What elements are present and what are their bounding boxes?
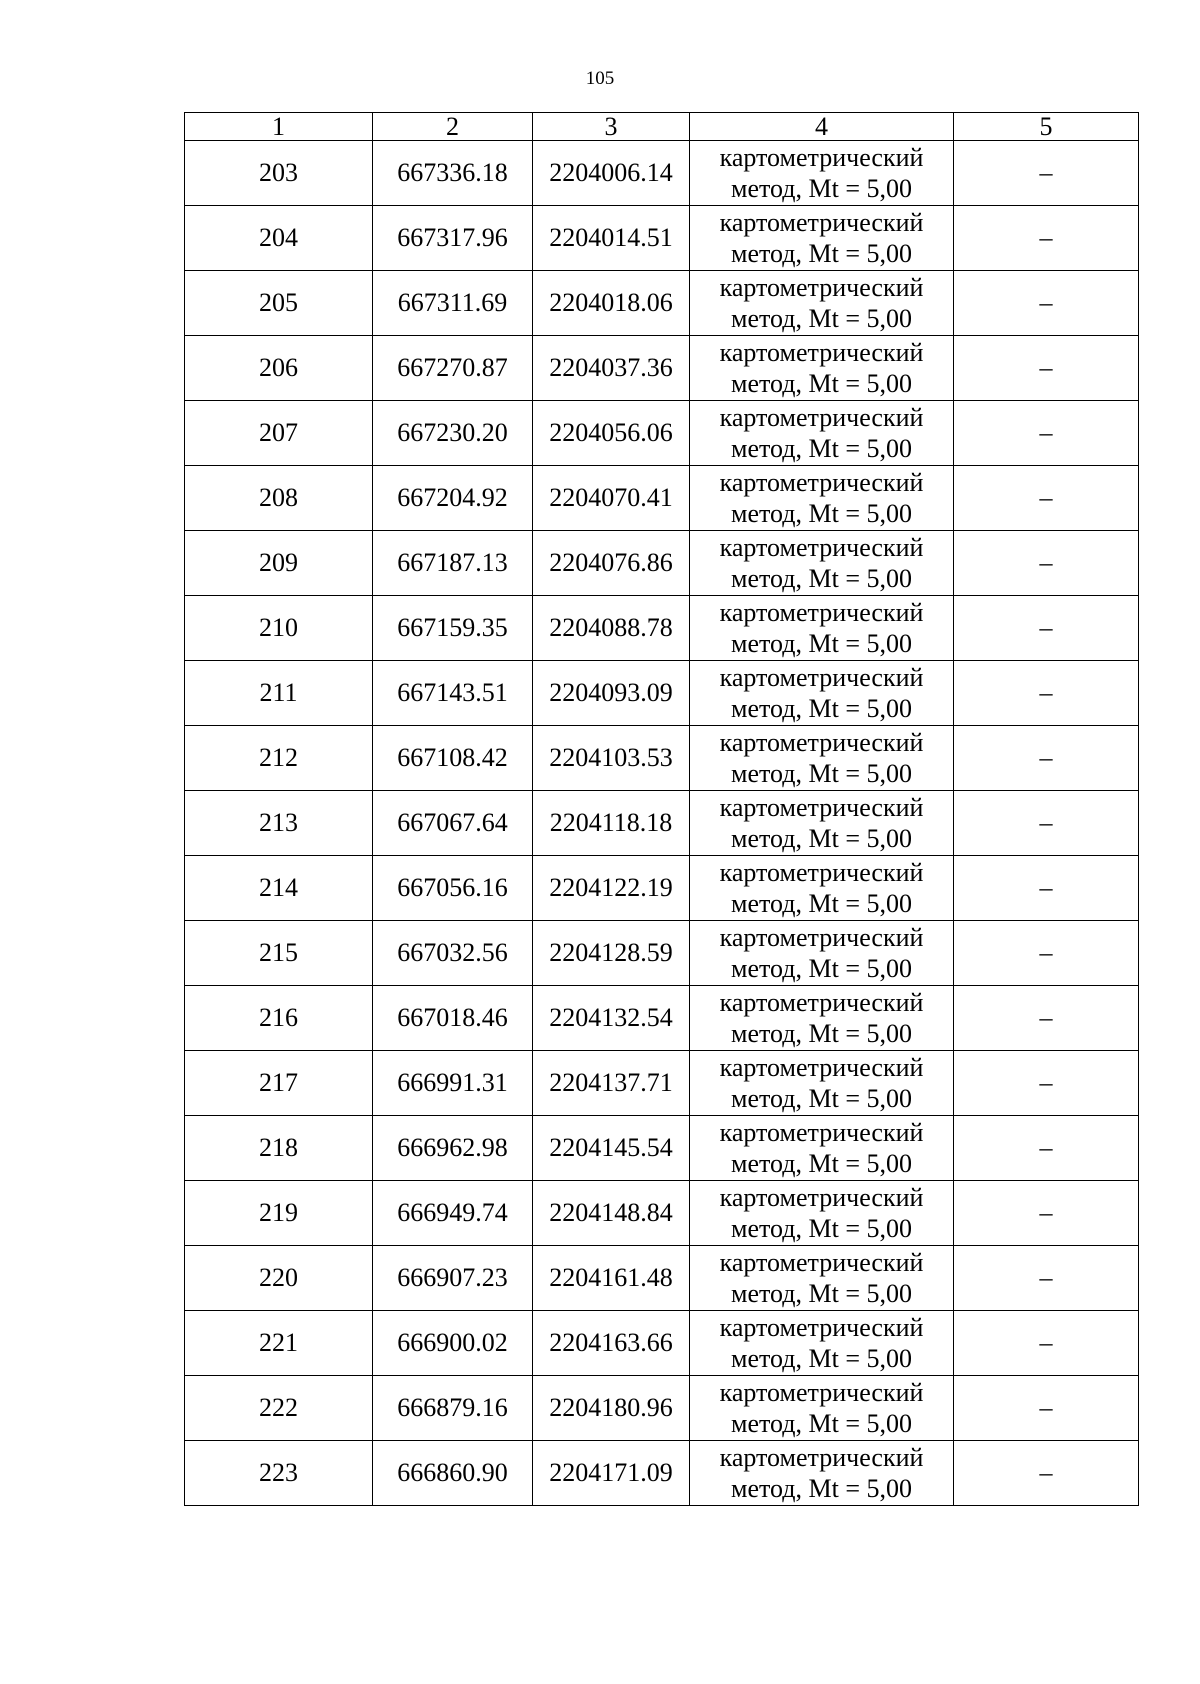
y-coordinate-cell: 2204161.48 — [533, 1246, 690, 1311]
point-number-cell: 205 — [185, 271, 373, 336]
point-number-cell: 223 — [185, 1441, 373, 1506]
method-cell — [690, 1376, 954, 1441]
table-row — [185, 726, 1139, 791]
method-line-1: картометрический — [719, 923, 924, 952]
x-coordinate-cell: 667032.56 — [373, 921, 533, 986]
method-line-1: картометрический — [719, 1183, 924, 1212]
point-number-cell: 222 — [185, 1376, 373, 1441]
column-header-2: 2 — [373, 113, 533, 141]
y-coordinate-cell: 2204014.51 — [533, 206, 690, 271]
y-coordinate-cell: 2204006.14 — [533, 141, 690, 206]
method-cell — [690, 1246, 954, 1311]
method-line-2: метод, Mt = 5,00 — [731, 499, 912, 528]
method-line-2: метод, Mt = 5,00 — [731, 1344, 912, 1373]
method-line-2: метод, Mt = 5,00 — [731, 564, 912, 593]
extra-cell: – — [954, 401, 1139, 466]
method-cell — [690, 661, 954, 726]
method-line-1: картометрический — [719, 663, 924, 692]
method-cell — [690, 791, 954, 856]
method-line-2: метод, Mt = 5,00 — [731, 824, 912, 853]
extra-cell: – — [954, 141, 1139, 206]
extra-cell: – — [954, 791, 1139, 856]
x-coordinate-cell: 666860.90 — [373, 1441, 533, 1506]
method-line-1: картометрический — [719, 1118, 924, 1147]
page-number: 105 — [585, 68, 615, 89]
point-number-cell: 208 — [185, 466, 373, 531]
table-body — [185, 141, 1139, 1506]
extra-cell: – — [954, 466, 1139, 531]
method-cell — [690, 596, 954, 661]
extra-cell: – — [954, 921, 1139, 986]
y-coordinate-cell: 2204118.18 — [533, 791, 690, 856]
point-number-cell: 221 — [185, 1311, 373, 1376]
table-row — [185, 531, 1139, 596]
method-cell — [690, 856, 954, 921]
extra-cell: – — [954, 206, 1139, 271]
method-line-2: метод, Mt = 5,00 — [731, 954, 912, 983]
extra-cell: – — [954, 1181, 1139, 1246]
method-line-1: картометрический — [719, 1443, 924, 1472]
extra-cell: – — [954, 726, 1139, 791]
y-coordinate-cell: 2204070.41 — [533, 466, 690, 531]
x-coordinate-cell: 666991.31 — [373, 1051, 533, 1116]
table-row — [185, 1181, 1139, 1246]
extra-cell: – — [954, 1051, 1139, 1116]
x-coordinate-cell: 667204.92 — [373, 466, 533, 531]
y-coordinate-cell: 2204180.96 — [533, 1376, 690, 1441]
extra-cell: – — [954, 596, 1139, 661]
method-line-1: картометрический — [719, 598, 924, 627]
table-row — [185, 1246, 1139, 1311]
method-cell — [690, 141, 954, 206]
column-header-4: 4 — [690, 113, 954, 141]
method-line-1: картометрический — [719, 728, 924, 757]
point-number-cell: 217 — [185, 1051, 373, 1116]
method-cell — [690, 726, 954, 791]
method-line-2: метод, Mt = 5,00 — [731, 889, 912, 918]
y-coordinate-cell: 2204128.59 — [533, 921, 690, 986]
method-cell — [690, 1181, 954, 1246]
method-line-2: метод, Mt = 5,00 — [731, 759, 912, 788]
x-coordinate-cell: 667270.87 — [373, 336, 533, 401]
y-coordinate-cell: 2204093.09 — [533, 661, 690, 726]
y-coordinate-cell: 2204103.53 — [533, 726, 690, 791]
y-coordinate-cell: 2204076.86 — [533, 531, 690, 596]
x-coordinate-cell: 667187.13 — [373, 531, 533, 596]
extra-cell: – — [954, 1116, 1139, 1181]
x-coordinate-cell: 666907.23 — [373, 1246, 533, 1311]
point-number-cell: 214 — [185, 856, 373, 921]
method-cell — [690, 336, 954, 401]
method-line-2: метод, Mt = 5,00 — [731, 629, 912, 658]
extra-cell: – — [954, 661, 1139, 726]
method-line-2: метод, Mt = 5,00 — [731, 304, 912, 333]
method-line-1: картометрический — [719, 468, 924, 497]
x-coordinate-cell: 666962.98 — [373, 1116, 533, 1181]
method-line-2: метод, Mt = 5,00 — [731, 369, 912, 398]
method-line-1: картометрический — [719, 1053, 924, 1082]
table-row — [185, 401, 1139, 466]
x-coordinate-cell: 667018.46 — [373, 986, 533, 1051]
method-line-1: картометрический — [719, 793, 924, 822]
table-row — [185, 986, 1139, 1051]
coordinates-table — [184, 112, 1139, 1506]
header-row — [185, 113, 1139, 141]
method-line-2: метод, Mt = 5,00 — [731, 1409, 912, 1438]
method-line-2: метод, Mt = 5,00 — [731, 1149, 912, 1178]
method-line-2: метод, Mt = 5,00 — [731, 434, 912, 463]
point-number-cell: 213 — [185, 791, 373, 856]
method-line-2: метод, Mt = 5,00 — [731, 174, 912, 203]
table-row — [185, 791, 1139, 856]
x-coordinate-cell: 667108.42 — [373, 726, 533, 791]
method-line-1: картометрический — [719, 273, 924, 302]
coordinates-table-container — [184, 112, 1138, 1506]
method-line-1: картометрический — [719, 1378, 924, 1407]
extra-cell: – — [954, 1376, 1139, 1441]
method-line-1: картометрический — [719, 143, 924, 172]
y-coordinate-cell: 2204088.78 — [533, 596, 690, 661]
method-line-2: метод, Mt = 5,00 — [731, 694, 912, 723]
point-number-cell: 211 — [185, 661, 373, 726]
x-coordinate-cell: 667143.51 — [373, 661, 533, 726]
y-coordinate-cell: 2204137.71 — [533, 1051, 690, 1116]
y-coordinate-cell: 2204148.84 — [533, 1181, 690, 1246]
table-row — [185, 206, 1139, 271]
point-number-cell: 218 — [185, 1116, 373, 1181]
table-row — [185, 271, 1139, 336]
extra-cell: – — [954, 856, 1139, 921]
x-coordinate-cell: 667067.64 — [373, 791, 533, 856]
x-coordinate-cell: 667336.18 — [373, 141, 533, 206]
table-row — [185, 466, 1139, 531]
extra-cell: – — [954, 336, 1139, 401]
y-coordinate-cell: 2204122.19 — [533, 856, 690, 921]
table-row — [185, 1311, 1139, 1376]
method-line-1: картометрический — [719, 1313, 924, 1342]
method-line-1: картометрический — [719, 1248, 924, 1277]
column-header-1: 1 — [185, 113, 373, 141]
method-cell — [690, 531, 954, 596]
point-number-cell: 206 — [185, 336, 373, 401]
extra-cell: – — [954, 1441, 1139, 1506]
y-coordinate-cell: 2204163.66 — [533, 1311, 690, 1376]
method-cell — [690, 986, 954, 1051]
method-cell — [690, 271, 954, 336]
method-cell — [690, 1051, 954, 1116]
point-number-cell: 209 — [185, 531, 373, 596]
y-coordinate-cell: 2204132.54 — [533, 986, 690, 1051]
method-cell — [690, 921, 954, 986]
table-row — [185, 141, 1139, 206]
point-number-cell: 210 — [185, 596, 373, 661]
point-number-cell: 212 — [185, 726, 373, 791]
table-row — [185, 1376, 1139, 1441]
point-number-cell: 219 — [185, 1181, 373, 1246]
y-coordinate-cell: 2204056.06 — [533, 401, 690, 466]
x-coordinate-cell: 666879.16 — [373, 1376, 533, 1441]
method-line-1: картометрический — [719, 338, 924, 367]
method-line-1: картометрический — [719, 858, 924, 887]
x-coordinate-cell: 667317.96 — [373, 206, 533, 271]
y-coordinate-cell: 2204037.36 — [533, 336, 690, 401]
x-coordinate-cell: 667230.20 — [373, 401, 533, 466]
extra-cell: – — [954, 986, 1139, 1051]
extra-cell: – — [954, 1246, 1139, 1311]
method-line-2: метод, Mt = 5,00 — [731, 1279, 912, 1308]
extra-cell: – — [954, 1311, 1139, 1376]
method-line-2: метод, Mt = 5,00 — [731, 1019, 912, 1048]
table-row — [185, 336, 1139, 401]
x-coordinate-cell: 666900.02 — [373, 1311, 533, 1376]
y-coordinate-cell: 2204145.54 — [533, 1116, 690, 1181]
table-row — [185, 921, 1139, 986]
method-cell — [690, 401, 954, 466]
column-header-3: 3 — [533, 113, 690, 141]
method-line-2: метод, Mt = 5,00 — [731, 1474, 912, 1503]
method-cell — [690, 206, 954, 271]
extra-cell: – — [954, 271, 1139, 336]
table-header — [185, 113, 1139, 141]
y-coordinate-cell: 2204018.06 — [533, 271, 690, 336]
method-line-1: картометрический — [719, 208, 924, 237]
method-line-1: картометрический — [719, 533, 924, 562]
point-number-cell: 215 — [185, 921, 373, 986]
table-row — [185, 1116, 1139, 1181]
extra-cell: – — [954, 531, 1139, 596]
method-line-1: картометрический — [719, 988, 924, 1017]
point-number-cell: 216 — [185, 986, 373, 1051]
table-row — [185, 1441, 1139, 1506]
x-coordinate-cell: 667311.69 — [373, 271, 533, 336]
method-line-1: картометрический — [719, 403, 924, 432]
point-number-cell: 207 — [185, 401, 373, 466]
point-number-cell: 204 — [185, 206, 373, 271]
table-row — [185, 661, 1139, 726]
y-coordinate-cell: 2204171.09 — [533, 1441, 690, 1506]
method-line-2: метод, Mt = 5,00 — [731, 239, 912, 268]
table-row — [185, 856, 1139, 921]
method-cell — [690, 466, 954, 531]
method-line-2: метод, Mt = 5,00 — [731, 1084, 912, 1113]
x-coordinate-cell: 666949.74 — [373, 1181, 533, 1246]
method-cell — [690, 1116, 954, 1181]
point-number-cell: 220 — [185, 1246, 373, 1311]
method-line-2: метод, Mt = 5,00 — [731, 1214, 912, 1243]
x-coordinate-cell: 667056.16 — [373, 856, 533, 921]
method-cell — [690, 1441, 954, 1506]
table-row — [185, 596, 1139, 661]
method-cell — [690, 1311, 954, 1376]
column-header-5: 5 — [954, 113, 1139, 141]
table-row — [185, 1051, 1139, 1116]
point-number-cell: 203 — [185, 141, 373, 206]
x-coordinate-cell: 667159.35 — [373, 596, 533, 661]
